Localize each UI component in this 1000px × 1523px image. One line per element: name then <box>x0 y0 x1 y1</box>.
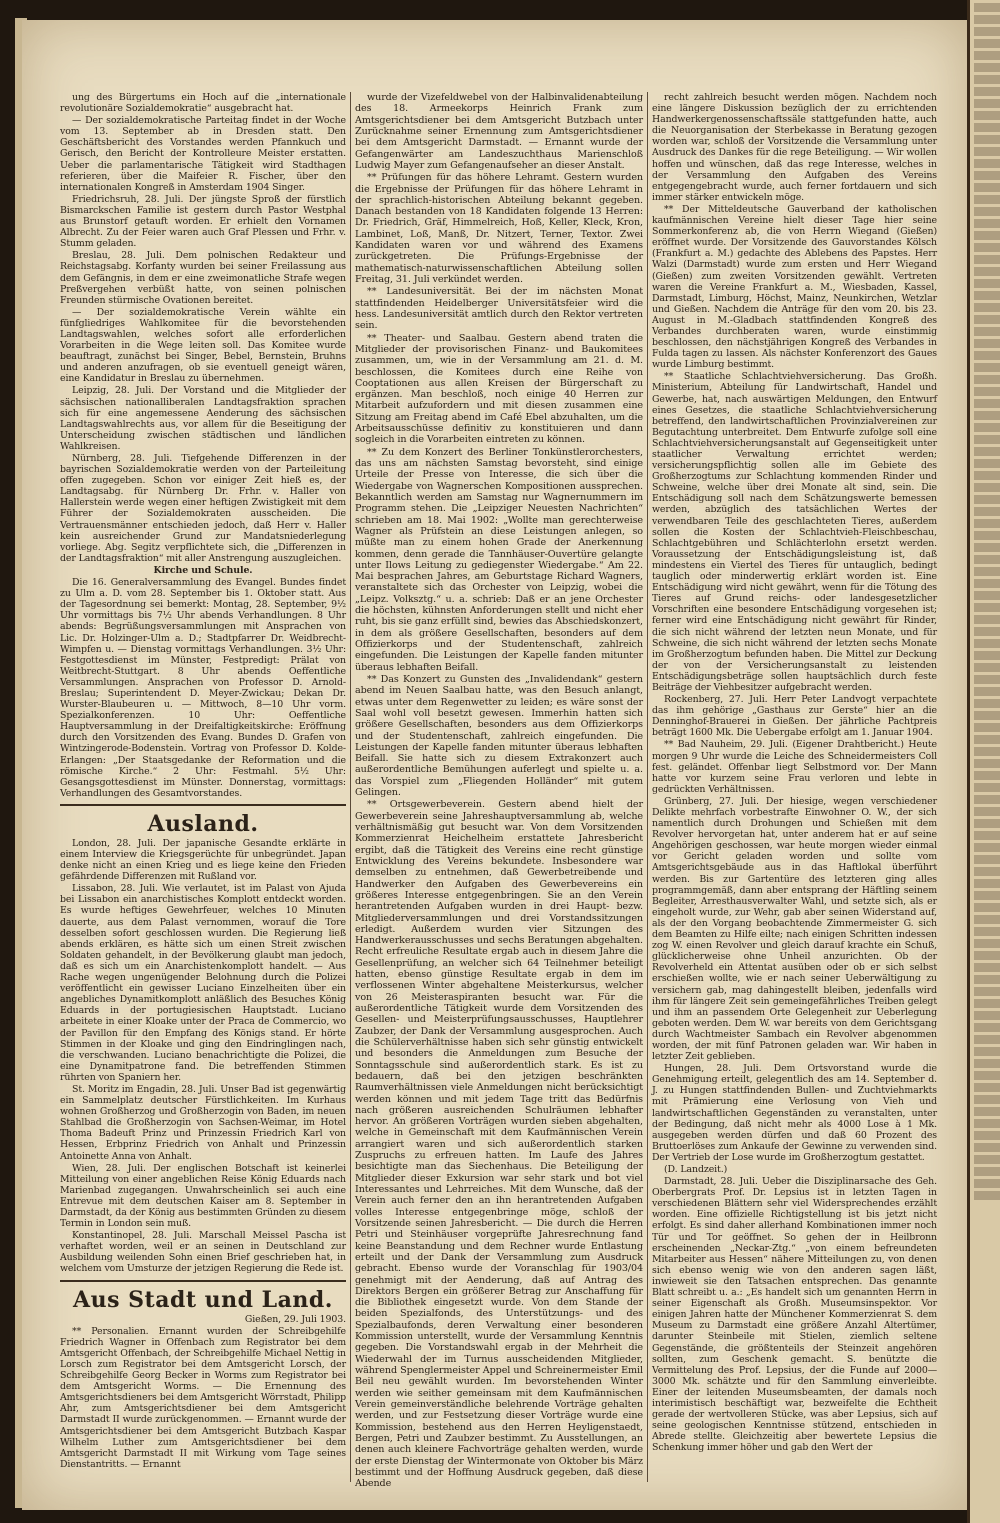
adjacent-text-line <box>974 891 1000 900</box>
adjacent-text-line <box>974 519 1000 528</box>
adjacent-text-line <box>974 975 1000 984</box>
article-paragraph: St. Moritz im Engadin, 28. Juli. Unser Bad ist gegenwärtig ein Sammelplatz deutscher Fürstlichkeiten. Im Kurhaus wohnen Großherzog und Großherzogin von Baden, im neuen Stahlbad die Großherzogin von Sachsen-Weimar, im Hotel Thoma Badeuft Prinz und Prinzessin Friedrich Karl von Hessen, Erbprinz Friedrich von Anhalt und Prinzessin Antoinette Anna von Anhalt. <box>60 1083 346 1162</box>
adjacent-text-line <box>974 387 1000 396</box>
adjacent-text-line <box>974 1119 1000 1128</box>
adjacent-text-line <box>974 1179 1000 1188</box>
adjacent-text-line <box>974 735 1000 744</box>
adjacent-text-line <box>974 351 1000 360</box>
article-paragraph: ** Landesuniversität. Bei der im nächsten Monat stattfindenden Heidelberger Universitätsfeier wird die hess. Landesuniversität amtlich durch den Rektor vertreten sein. <box>355 286 643 332</box>
column-middle <box>355 92 643 1490</box>
adjacent-text-line <box>974 135 1000 144</box>
article-paragraph: Nürnberg, 28. Juli. Tiefgehende Differenzen in der bayrischen Sozialdemokratie werden von der Parteileitung offen zugegeben. Schon vor einiger Zeit hieß es, der Landtagsabg. für Nürnberg Dr. Frhr. v. Haller von Hallerstein werde wegen einer heftigen Zwistigkeit mit dem Führer der Sozialdemokraten ausscheiden. Die Vertrauensmänner entschieden jedoch, daß Herr v. Haller kein ausreichender Grund zur Mandatsniederlegung vorliege. Abg. Segitz verpflichtete sich, die „Differenzen in der Landtagsfraktion“ mit aller Anstrengung auszugleichen. <box>60 453 346 564</box>
adjacent-text-line <box>974 459 1000 468</box>
article-paragraph: Lissabon, 28. Juli. Wie verlautet, ist im Palast von Ajuda bei Lissabon ein anarchistisches Komplott entdeckt worden. Es wurde heftiges Gewehrfeuer, welches 10 Minuten dauerte, aus dem Palast vernommen, worauf die Tore desselben sofort geschlossen wurden. Die Regierung ließ abends erklären, es hätte sich um einen Streit zwischen Soldaten gehandelt, in der Bevölkerung glaubt man jedoch, daß es sich um ein Anarchistenkomplott handelt. — Aus Rache wegen ungenügender Belohnung durch die Polizei veröffentlicht ein gewisser Luciano Einzelheiten über ein angebliches Dynamitkomplott anläßlich des Besuches König Eduards in der portugiesischen Hauptstadt. Luciano arbeitete in einer Kloake unter der Praca de Commercio, wo der Pavillon für den Empfang des Königs stand. Er hörte Stimmen in der Kloake und ging den Eindringlingen nach, die verschwanden. Luciano benachrichtigte die Polizei, die eine Dynamitpatrone fand. Die betreffenden Stimmen rührten von Spaniern her. <box>60 883 346 1083</box>
adjacent-text-line <box>974 615 1000 624</box>
adjacent-text-line <box>974 219 1000 228</box>
adjacent-text-line <box>974 771 1000 780</box>
adjacent-text-line <box>974 951 1000 960</box>
adjacent-text-line <box>974 1083 1000 1092</box>
article-paragraph: Grünberg, 27. Juli. Der hiesige, wegen verschiedener Delikte mehrfach vorbestrafte Einwohner O. W., der sich namentlich durch Drohungen und Schießen mit dem Revolver hervorgetan hat, unter anderem hat er auf seine Angehörigen geschossen, war heute morgen wieder einmal vor Gericht geladen worden und sollte vom Amtsgerichtsgebäude aus in das Haftlokal überführt werden. Bis zur Gartentüre des letzteren ging alles programmgemäß, dann aber entsprang der Häftling seinem Begleiter, Arresthausverwalter Wahl, und setzte sich, als er eingeholt wurde, zur Wehr, gab aber seinen Widerstand auf, als der den Vorgang beobachtende Zimmermeister G. sich dem Beamten zu Hilfe eilte; nach einigen Schritten indessen zog W. einen Revolver und gleich darauf krachte ein Schuß, glücklicherweise ohne Unheil anzurichten. Ob der Revolverheld ein Attentat ausüben oder ob er sich selbst erschießen wollte, wie er nach seiner Ueberwältigung zu versichern gab, mag dahingestellt bleiben, jedenfalls wird ihm für längere Zeit sein gemeingefährliches Treiben gelegt und ihm an passendem Orte Gelegenheit zur Ueberlegung geboten werden. Dem W. war bereits von dem Gerichtsgang durch Wachtmeister Sambach ein Revolver abgenommen worden, der mit fünf Patronen geladen war. Wir haben in letzter Zeit geblieben. <box>652 795 937 1063</box>
adjacent-text-line <box>974 123 1000 132</box>
adjacent-text-line <box>974 39 1000 48</box>
article-paragraph: — Der sozialdemokratische Verein wählte ein fünfgliedriges Wahlkomitee für die bevorstehenden Landtagswahlen, welches sofort alle erforderlichen Vorarbeiten in die Wege leiten soll. Das Komitee wurde beauftragt, zunächst bei Singer, Bebel, Bernstein, Bruhns und anderen anzufragen, ob sie eventuell geneigt wären, eine Kandidatur in Breslau zu übernehmen. <box>60 306 346 385</box>
adjacent-text-line <box>974 843 1000 852</box>
article-paragraph: Rockenberg, 27. Juli. Herr Peter Landvogt verpachtete das ihm gehörige „Gasthaus zur Gerste“ hier an die Denninghof-Brauerei in Gießen. Der jährliche Pachtpreis beträgt 1600 Mk. Die Uebergabe erfolgt am 1. Januar 1904. <box>652 694 937 739</box>
adjacent-text-line <box>974 663 1000 672</box>
adjacent-text-line <box>974 783 1000 792</box>
adjacent-text-line <box>974 99 1000 108</box>
adjacent-text-line <box>974 1059 1000 1068</box>
adjacent-text-line <box>974 183 1000 192</box>
adjacent-text-line <box>974 651 1000 660</box>
adjacent-text-line <box>974 939 1000 948</box>
adjacent-text-line <box>974 267 1000 276</box>
adjacent-text-line <box>974 15 1000 24</box>
adjacent-text-line <box>974 591 1000 600</box>
adjacent-page-edge <box>967 0 1000 1523</box>
adjacent-text-line <box>974 1107 1000 1116</box>
adjacent-text-line <box>974 279 1000 288</box>
adjacent-text-line <box>974 1191 1000 1200</box>
adjacent-text-line <box>974 3 1000 12</box>
adjacent-text-line <box>974 711 1000 720</box>
column-rule-1 <box>350 92 351 1482</box>
article-paragraph: wurde der Vizefeldwebel von der Halbinvalidenabteilung des 18. Armeekorps Heinrich Frank zum Amtsgerichtsdiener bei dem Amtsgericht Butzbach unter Zurücknahme seiner Ernennung zum Amtsgerichtsdiener bei dem Amtsgericht Darmstadt. — Ernannt wurde der Gefangenwärter am Landeszuchthaus Marienschloß Ludwig Mayer zum Gefangenaufseher an dieser Anstalt. <box>355 92 643 171</box>
adjacent-text-line <box>974 879 1000 888</box>
article-paragraph: ** Zu dem Konzert des Berliner Tonkünstlerorchesters, das uns am nächsten Samstag bevorsteht, sind einige Urteile der Presse von Interesse, die sich über die Wiedergabe von Wagnerschen Kompositionen aussprechen. Bekanntlich werden am Samstag nur Wagnernummern im Programm stehen. Die „Leipziger Neuesten Nachrichten“ schrieben am 18. Mai 1902: „Wollte man gerechterweise Wagner als Prüfstein an diese Leistungen anlegen, so müßte man zu einem hohen Grade der Anerkennung kommen, denn gerade die Tannhäuser-Ouvertüre gelangte unter Ilows Leitung zu gediegenster Wiedergabe.“ Am 22. Mai besprachen Jahres, am Geburtstage Richard Wagners, veranstaltete sich das Orchester von Leipzig, wobei die „Leipz. Volksztg.“ u. a. schrieb: Daß er an jene Orchester die höchsten, kühnsten Anforderungen stellt und nicht eher ruht, bis sie ganz erfüllt sind, bewies das Abschiedskonzert, in dem als größere Gesellschaften, besonders auf dem Offizierkorps und der Studentenschaft, zahlreich eingefunden. Die Leistungen der Kapelle fanden mitunter überaus lebhaften Beifall. <box>355 446 643 673</box>
article-paragraph: ** Personalien. Ernannt wurden der Schreibgehilfe Friedrich Wagner in Offenbach zum Registrator bei dem Amtsgericht Offenbach, der Schreibgehilfe Michael Nettig in Lorsch zum Registrator bei dem Amtsgericht Lorsch, der Schreibgehilfe Georg Becker in Worms zum Registrator bei dem Amtsgericht Worms. — Die Ernennung des Amtsgerichtsdieners bei dem Amtsgericht Wörrstadt, Philipp Ahr, zum Amtsgerichtsdiener bei dem Amtsgericht Darmstadt II wurde zurückgenommen. — Ernannt wurde der Amtsgerichtsdiener bei dem Amtsgericht Butzbach Kaspar Wilhelm Luther zum Amtsgerichtsdiener bei dem Amtsgericht Darmstadt II mit Wirkung vom Tage seines Dienstantritts. — Ernannt <box>60 1325 346 1470</box>
adjacent-text-line <box>974 231 1000 240</box>
adjacent-text-line <box>974 171 1000 180</box>
adjacent-text-line <box>974 831 1000 840</box>
adjacent-text-line <box>974 1143 1000 1152</box>
article-paragraph: Die 16. Generalversammlung des Evangel. Bundes findet zu Ulm a. D. vom 28. September bis 1. Oktober statt. Aus der Tagesordnung sei bemerkt: Montag, 28. September, 9½ Uhr vormittags bis 7½ Uhr abends Verhandlungen. 8 Uhr abends: Begrüßungsversammlungen mit Ansprachen von Lic. Dr. Holzinger-Ulm a. D.; Stadtpfarrer Dr. Weidbrecht-Wimpfen u. — Dienstag vormittags Verhandlungen. 3½ Uhr: Festgottesdienst im Münster, Festpredigt: Prälat von Weitbrecht-Stuttgart. 8 Uhr abends Oeffentliche Versammlungen. Ansprachen von Professor D. Arnold-Breslau; Superintendent D. Meyer-Zwickau; Dekan Dr. Wurster-Blaubeuren u. — Mittwoch, 8—10 Uhr vorm. Spezialkonferenzen. 10 Uhr: Oeffentliche Hauptversammlung in der Dreifaltigkeitskirche: Eröffnung durch den Vorsitzenden des Evang. Bundes D. Grafen von Wintzingerode-Bodenstein. Vortrag von Professor D. Kolde-Erlangen: „Der Staatsgedanke der Reformation und die römische Kirche.“ 2 Uhr: Festmahl. 5½ Uhr: Gesangsgottesdienst im Münster. Donnerstag, vormittags: Verhandlungen des Gesamtvorstandes. <box>60 577 346 799</box>
column-rule-2 <box>647 92 648 1482</box>
adjacent-text-line <box>974 855 1000 864</box>
article-paragraph: — Der sozialdemokratische Parteitag findet in der Woche vom 13. September ab in Dresden statt. Den Geschäftsbericht des Vorstandes werden Pfannkuch und Gerisch, den Bericht der Kontrolleure Meister erstatten. Ueber die parlamentarische Tätigkeit wird Stadthagen referieren, über die Maifeier R. Fischer, über den internationalen Kongreß in Amsterdam 1904 Singer. <box>60 115 346 193</box>
adjacent-text-line <box>974 255 1000 264</box>
rule <box>60 804 346 806</box>
rule <box>60 1280 346 1282</box>
ausland-news <box>60 838 346 1275</box>
article-paragraph: Darmstadt, 28. Juli. Ueber die Disziplinarsache des Geh. Oberbergrats Prof. Dr. Lepsius ist in letzten Tagen in verschiedenen Blättern sehr viel Widersprechendes erzählt worden. Eine offizielle Richtigstellung ist bis jetzt nicht erfolgt. Es sind daher allerhand Kombinationen immer noch Tür und Tor geöffnet. So gehen der in Heilbronn erscheinenden „Neckar-Ztg.“ „von einem befreundeten Mitarbeiter aus Hessen“ nähere Mitteilungen zu, von denen sich ebenso wenig wie von den anderen sagen läßt, inwieweit sie den Tatsachen entsprechen. Das genannte Blatt schreibt u. a.: „Es handelt sich um genannten Herrn in seiner Eigenschaft als Großh. Museumsinspektor. Vor einigen Jahren hatte der Münchener Kommerzienrat S. dem Museum zu Darmstadt eine größere Anzahl Altertümer, darunter Steinbeile mit Stielen, ziemlich seltene Gegenstände, die größtenteils der Steinzeit angehören sollten, zum Geschenk gemacht. S. benützte die Vermittelung des Prof. Lepsius, der die Funde auf 2000—3000 Mk. schätzte und für den Sammlung einverleibte. Einer der leitenden Museumsbeamten, der damals noch interimistisch beschäftigt war, bezweifelte die Echtheit gerade der wertvolleren Stücke, was aber Lepsius, sich auf seine geologischen Kenntnisse stützend, entschieden in Abrede stellte. Gleichzeitig aber bewertete Lepsius die Schenkung immer höher und gab den Wert der <box>652 1176 937 1454</box>
adjacent-text-line <box>974 987 1000 996</box>
adjacent-text-line <box>974 483 1000 492</box>
kirche-news <box>60 577 346 799</box>
adjacent-text-line <box>974 375 1000 384</box>
adjacent-text-line <box>974 543 1000 552</box>
article-paragraph: ung des Bürgertums ein Hoch auf die „internationale revolutionäre Sozialdemokratie“ ausgebracht hat. <box>60 92 346 115</box>
adjacent-text-line <box>974 495 1000 504</box>
adjacent-text-line <box>974 603 1000 612</box>
adjacent-text-line <box>974 579 1000 588</box>
article-paragraph: London, 28. Juli. Der japanische Gesandte erklärte in einem Interview die Kriegsgerüchte für unbegründet. Japan denke nicht an einen Krieg und es liege keine den Frieden gefährdende Differenzen mit Rußland vor. <box>60 837 346 883</box>
adjacent-text-line <box>974 867 1000 876</box>
adjacent-text-line <box>974 567 1000 576</box>
article-paragraph: Hungen, 28. Juli. Dem Ortsvorstand wurde die Genehmigung erteilt, gelegentlich des am 14. September d. J. zu Hungen stattfindenden Bullen- und Zuchtviehmarkts mit Prämierung eine Verlosung von Vieh und landwirtschaftlichen Gegenständen zu veranstalten, unter der Bedingung, daß nicht mehr als 4000 Lose à 1 Mk. ausgegeben werden dürfen und daß 60 Prozent des Bruttoerlöses zum Ankaufe der Gewinne zu verwenden sind. Der Vertrieb der Lose wurde im Großherzogtum gestattet. <box>652 1063 937 1163</box>
adjacent-text-line <box>974 363 1000 372</box>
article-paragraph: Leipzig, 28. Juli. Der Vorstand und die Mitglieder der sächsischen nationalliberalen Landtagsfraktion sprachen sich für eine angemessene Aenderung des sächsischen Landtagswahlrechts aus, vor allem für die Beseitigung der Unterscheidung zwischen städtischen und ländlichen Wahlkreisen. <box>60 385 346 452</box>
adjacent-text-line <box>974 963 1000 972</box>
adjacent-text-line <box>974 1035 1000 1044</box>
adjacent-text-line <box>974 819 1000 828</box>
article-paragraph: Friedrichsruh, 28. Juli. Der jüngste Sproß der fürstlich Bismarckschen Familie ist gestern durch Pastor Westphal aus Brunstorf getauft worden. Er erhielt den Vornamen Albrecht. Zu der Feier waren auch Graf Plessen und Frhr. v. Stumm geladen. <box>60 193 346 250</box>
article-paragraph: Konstantinopel, 28. Juli. Marschall Meissel Pascha ist verhaftet worden, weil er an seinen in Deutschland zur Ausbildung weilenden Sohn einen Brief geschrieben hat, in welchem vom Umsturze der jetzigen Regierung die Rede ist. <box>60 1230 346 1275</box>
adjacent-text-line <box>974 1047 1000 1056</box>
adjacent-text-line <box>974 243 1000 252</box>
article-paragraph: ** Theater- und Saalbau. Gestern abend traten die Mitglieder der provisorischen Finanz- und Baukomitees zusammen, um, wie in der Versammlung am 21. d. M. beschlossen, die Komitees durch eine Reihe von Cooptationen aus allen Kreisen der Bürgerschaft zu ergänzen. Man beschloß, noch einige 40 Herren zur Mitarbeit aufzufordern und mit diesen zusammen eine Sitzung am Freitag abend im Café Ebel abzuhalten, um die Arbeitsausschüsse definitiv zu konstituieren und dann sogleich in die Vorarbeiten eintreten zu können. <box>355 332 643 446</box>
adjacent-text-line <box>974 1011 1000 1020</box>
adjacent-text-line <box>974 627 1000 636</box>
adjacent-text-line <box>974 327 1000 336</box>
adjacent-text-line <box>974 63 1000 72</box>
adjacent-text-line <box>974 795 1000 804</box>
adjacent-text-line <box>974 531 1000 540</box>
adjacent-text-line <box>974 915 1000 924</box>
adjacent-text-line <box>974 423 1000 432</box>
adjacent-text-line <box>974 1131 1000 1140</box>
adjacent-text-line <box>974 147 1000 156</box>
adjacent-text-line <box>974 1071 1000 1080</box>
adjacent-text-line <box>974 999 1000 1008</box>
adjacent-text-line <box>974 723 1000 732</box>
adjacent-text-line <box>974 447 1000 456</box>
adjacent-text-line <box>974 207 1000 216</box>
adjacent-text-line <box>974 807 1000 816</box>
adjacent-text-line <box>974 903 1000 912</box>
column-left <box>60 92 346 1471</box>
adjacent-text-line <box>974 1095 1000 1104</box>
adjacent-text-line <box>974 1155 1000 1164</box>
dateline: Gießen, 29. Juli 1903. <box>244 1313 346 1325</box>
adjacent-text-line <box>974 75 1000 84</box>
adjacent-text-line <box>974 555 1000 564</box>
adjacent-text-line <box>974 87 1000 96</box>
adjacent-text-line <box>974 27 1000 36</box>
article-paragraph: ** Prüfungen für das höhere Lehramt. Gestern wurden die Ergebnisse der Prüfungen für das höhere Lehramt in der sprachlich-historischen Abteilung bekannt gegeben. Danach bestanden von 18 Kandidaten folgende 13 Herren: Dr. Friedrich, Gräf, Himmelreich, Hoß, Keller, Kleck, Kron, Lambinet, Loß, Manß, Dr. Nitzert, Terner, Textor. Zwei Kandidaten waren vor und während des Examens zurückgetreten. Die Prüfungs-Ergebnisse der mathematisch-naturwissenschaftlichen Abteilung sollen Freitag, 31. Juli verkündet werden. <box>355 172 643 285</box>
column-right <box>652 92 937 1454</box>
adjacent-text-line <box>974 399 1000 408</box>
adjacent-text-line <box>974 315 1000 324</box>
article-paragraph: recht zahlreich besucht werden mögen. Nachdem noch eine längere Diskussion bezüglich der zu errichtenden Handwerkergenossenschaftssäle stattgefunden hatte, auch die Neuorganisation der Sterbekasse in Beratung gezogen worden war, schloß der Vorsitzende die Versammlung unter Ausdruck des Dankes für die rege Beteiligung. — Wir wollen hoffen und wünschen, daß das rege Interesse, welches in der Versammlung den Aufgaben des Vereins entgegengebracht wurde, auch ferner fortdauern und sich immer stärker entwickeln möge. <box>652 92 937 203</box>
adjacent-text-line <box>974 927 1000 936</box>
adjacent-text-line <box>974 687 1000 696</box>
article-paragraph: ** Staatliche Schlachtviehversicherung. Das Großh. Ministerium, Abteilung für Landwirtschaft, Handel und Gewerbe, hat, nach auswärtigen Meldungen, den Entwurf eines Gesetzes, die staatliche Schlachtviehversicherung betreffend, den landwirtschaftlichen Provinzialvereinen zur Begutachtung unterbreitet. Dem Entwurfe zufolge soll eine Schlachtviehversicherungsanstalt auf Gegenseitigkeit unter staatlicher Verwaltung errichtet werden; versicherungspflichtig sollen alle im Gebiete des Großherzogtums zur Schlachtung kommenden Rinder und Schweine, welche über drei Monate alt sind, sein. Die Entschädigung soll nach dem Schätzungswerte bemessen werden, abzüglich des tatsächlichen Wertes der verwendbaren Teile des geschlachteten Tieres, außerdem sollen die Kosten der Schlachtvieh-Fleischbeschau, Schlachtgebühren und Schlächterlohn ersetzt werden. Voraussetzung der Entschädigungsleistung ist, daß mindestens ein Viertel des Tieres für untauglich, bedingt tauglich oder minderwertig erklärt worden ist. Eine Entschädigung wird nicht gewährt, wenn für die Tötung des Tieres auf Grund reichs- oder landesgesetzlicher Vorschriften eine besondere Entschädigung vorgesehen ist; ferner wird eine Entschädigung nicht gewährt für Rinder, die sich nicht während der letzten neun Monate, und für Schweine, die sich nicht während der letzten sechs Monate im Großherzogtum befunden haben. Die Mittel zur Deckung der von der Versicherungsanstalt zu leistenden Entschädigungsbeträge sollen hauptsächlich durch feste Beiträge der Viehbesitzer aufgebracht werden. <box>652 371 937 693</box>
adjacent-text-line <box>974 159 1000 168</box>
adjacent-text-line <box>974 339 1000 348</box>
article-paragraph: ** Bad Nauheim, 29. Juli. (Eigener Drahtbericht.) Heute morgen 9 Uhr wurde die Leiche des Schneidermeisters Coll fest. geländet. Offenbar liegt Selbstmord vor. Der Mann hatte vor kurzem seine Frau verloren und lebte in gedrückten Verhältnissen. <box>652 739 937 795</box>
adjacent-text-line <box>974 675 1000 684</box>
left-news <box>60 92 346 564</box>
adjacent-text-line <box>974 195 1000 204</box>
adjacent-text-line <box>974 411 1000 420</box>
adjacent-text-line <box>974 1023 1000 1032</box>
section-title-ausland: Ausland. <box>147 810 259 837</box>
adjacent-text-line <box>974 435 1000 444</box>
adjacent-text-line <box>974 639 1000 648</box>
article-paragraph: Wien, 28. Juli. Der englischen Botschaft ist keinerlei Mitteilung von einer angeblichen Reise König Eduards nach Marienbad zugegangen. Unwahrscheinlich sei auch eine Entrevue mit dem deutschen Kaiser am 8. September in Darmstadt, da der König aus bestimmten Gründen zu diesem Termin in London sein muß. <box>60 1162 346 1230</box>
adjacent-text-line <box>974 471 1000 480</box>
article-paragraph: ** Ortsgewerbeverein. Gestern abend hielt der Gewerbeverein seine Jahreshauptversammlung ab, welche verhältnismäßig gut besucht war. Von dem Vorsitzenden Kommerzienrat Heichelheim erstattete Jahresbericht ergibt, daß die Tätigkeit des Vereins eine recht günstige Entwicklung des Vereins bekundete. Insbesondere war demselben zu entnehmen, daß Gewerbetreibende und Handwerker den Aufgaben des Gewerbevereins ein größeres Interesse entgegenbringen. Sie an den Verein herantretenden Aufgaben wurden in drei Haupt- bezw. Mitgliederversammlungen und drei Vorstandssitzungen erledigt. Außerdem wurden vier Sitzungen des Handwerkerausschusses und sechs Beratungen abgehalten. Recht erfreuliche Resultate ergab auch in diesem Jahre die Gesellenprüfung, an welcher sich 64 Teilnehmer beteiligt hatten, ebenso günstige Resultate ergab in dem im verflossenen Winter abgehaltene Meisterkursus, welcher von 26 Meisteraspiranten besucht war. Für die außerordentliche Tätigkeit wurde dem Vorsitzenden des Gesellen- und Meisterprüfungsausschusses, Hauptlehrer Zaubzer, der Dank der Versammlung ausgesprochen. Auch die Schülerverhältnisse haben sich sehr günstig entwickelt und besonders die Anmeldungen zum Besuche der Sonntagsschule sind außerordentlich stark. Es ist zu bedauern, daß bei den jetzigen beschränkten Raumverhältnissen viele Anmeldungen nicht berücksichtigt werden können und mit jedem Tage tritt das Bedürfnis nach größeren ausreichenden Schulräumen lebhafter hervor. An größeren Vorträgen wurden sieben abgehalten, welche in Gemeinschaft mit dem Kaufmännischen Verein arrangiert waren und sich außerordentlich starken Zuspruchs zu erfreuen hatten. Im Laufe des Jahres besichtigte man das Siechenhaus. Die Beteiligung der Mitglieder dieser Exkursion war sehr stark und bot viel Interessantes und Lehrreiches. Mit dem Wunsche, daß der Verein auch ferner den an ihn herantretenden Aufgaben volles Interesse entgegenbringe möge, schloß der Vorsitzende seinen Jahresbericht. — Die durch die Herren Petri und Steinhäuser vorgeprüfte Jahresrechnung fand keine Beanstandung und dem Rechner wurde Entlastung erteilt und der Dank der Versammlung zum Ausdruck gebracht. Ebenso wurde der Voranschlag für 1903/04 genehmigt mit der Aenderung, daß auf Antrag des Direktors Bergen ein größerer Betrag zur Anschaffung für die Bibliothek eingesetzt wurde. Von dem Stande der beiden Spezialfonds, des Unterstützungs- und des Spezialbaufonds, deren Verwaltung einer besonderen Kommission unterstellt, wurde der Versammlung Kenntnis gegeben. Die Vorstandswahl ergab in der Mehrheit die Wiederwahl der im Turnus ausscheidenden Mitglieder, während Spenglermeister Appel und Schreinermeister Emil Beil neu gewählt wurden. Im bevorstehenden Winter werden wie seither gemeinsam mit dem Kaufmännischen Verein gemeinverständliche belehrende Vorträge gehalten werden, und zur Festsetzung dieser Vorträge wurde eine Kommission, bestehend aus den Herren Heyligenstaedt, Bergen, Petri und Zaubzer bestimmt. Zu Ausstellungen, an denen auch kleinere Fachvorträge gehalten werden, wurde der erste Dienstag der Wintermonate von Oktober bis März bestimmt und der Hoffnung Ausdruck gegeben, daß diese Abende <box>355 799 643 1490</box>
section-title-stadt: Aus Stadt und Land. <box>73 1286 333 1313</box>
adjacent-text-line <box>974 291 1000 300</box>
adjacent-text-line <box>974 759 1000 768</box>
section-title-kirche: Kirche und Schule. <box>153 564 253 576</box>
article-paragraph: ** Der Mitteldeutsche Gauverband der katholischen kaufmännischen Vereine hielt dieser Tage hier seine Sommerkonferenz ab, die von Herrn Wiegand (Gießen) eröffnet wurde. Der Vorsitzende des Gauvorstandes Kölsch (Frankfurt a. M.) gedachte des Ablebens des Papstes. Herr Walzi (Darmstadt) wurde zum ersten und Herr Wiegand (Gießen) zum zweiten Vorsitzenden gewählt. Vertreten waren die Vereine Frankfurt a. M., Wiesbaden, Kassel, Darmstadt, Limburg, Höchst, Mainz, Neunkirchen, Wetzlar und Gießen. Nachdem die Anträge für den vom 20. bis 23. August in M.-Gladbach stattfindenden Kongreß des Verbandes durchberaten waren, wurde einstimmig beschlossen, den nächstjährigen Kongreß des Verbandes in Fulda tagen zu lassen. Als nächster Konferenzort des Gaues wurde Limburg bestimmt. <box>652 203 937 371</box>
stadt-news <box>60 1326 346 1470</box>
adjacent-text-line <box>974 699 1000 708</box>
right-news <box>652 92 937 1453</box>
adjacent-text-line <box>974 507 1000 516</box>
article-paragraph: Breslau, 28. Juli. Dem polnischen Redakteur und Reichstagsabg. Korfanty wurden bei seiner Freilassung aus dem Gefängnis, in dem er eine zweimonatliche Strafe wegen Preßvergehen verbüßt hatte, von seinen polnischen Freunden stürmische Ovationen bereitet. <box>60 250 346 306</box>
adjacent-text-line <box>974 303 1000 312</box>
adjacent-text-line <box>974 111 1000 120</box>
adjacent-text-line <box>974 1167 1000 1176</box>
adjacent-text-line <box>974 51 1000 60</box>
adjacent-text-line <box>974 747 1000 756</box>
article-paragraph: (D. Landzeit.) <box>664 1164 728 1175</box>
article-paragraph: ** Das Konzert zu Gunsten des „Invalidendank“ gestern abend im Neuen Saalbau hatte, was den Besuch anlangt, etwas unter dem Regenwetter zu leiden; es wäre sonst der Saal wohl voll besetzt gewesen. Immerhin hatten sich größere Gesellschaften, besonders aus dem Offizierkorps und der Studentenschaft, zahlreich eingefunden. Die Leistungen der Kapelle fanden mitunter überaus lebhaften Beifall. Sie hatte sich zu diesem Extrakonzert auch außerordentliche Bemühungen auferlegt und spielte u. a. das Vorspiel zum „Fliegenden Holländer“ mit gutem Gelingen. <box>355 673 643 799</box>
middle-news <box>355 92 643 1489</box>
